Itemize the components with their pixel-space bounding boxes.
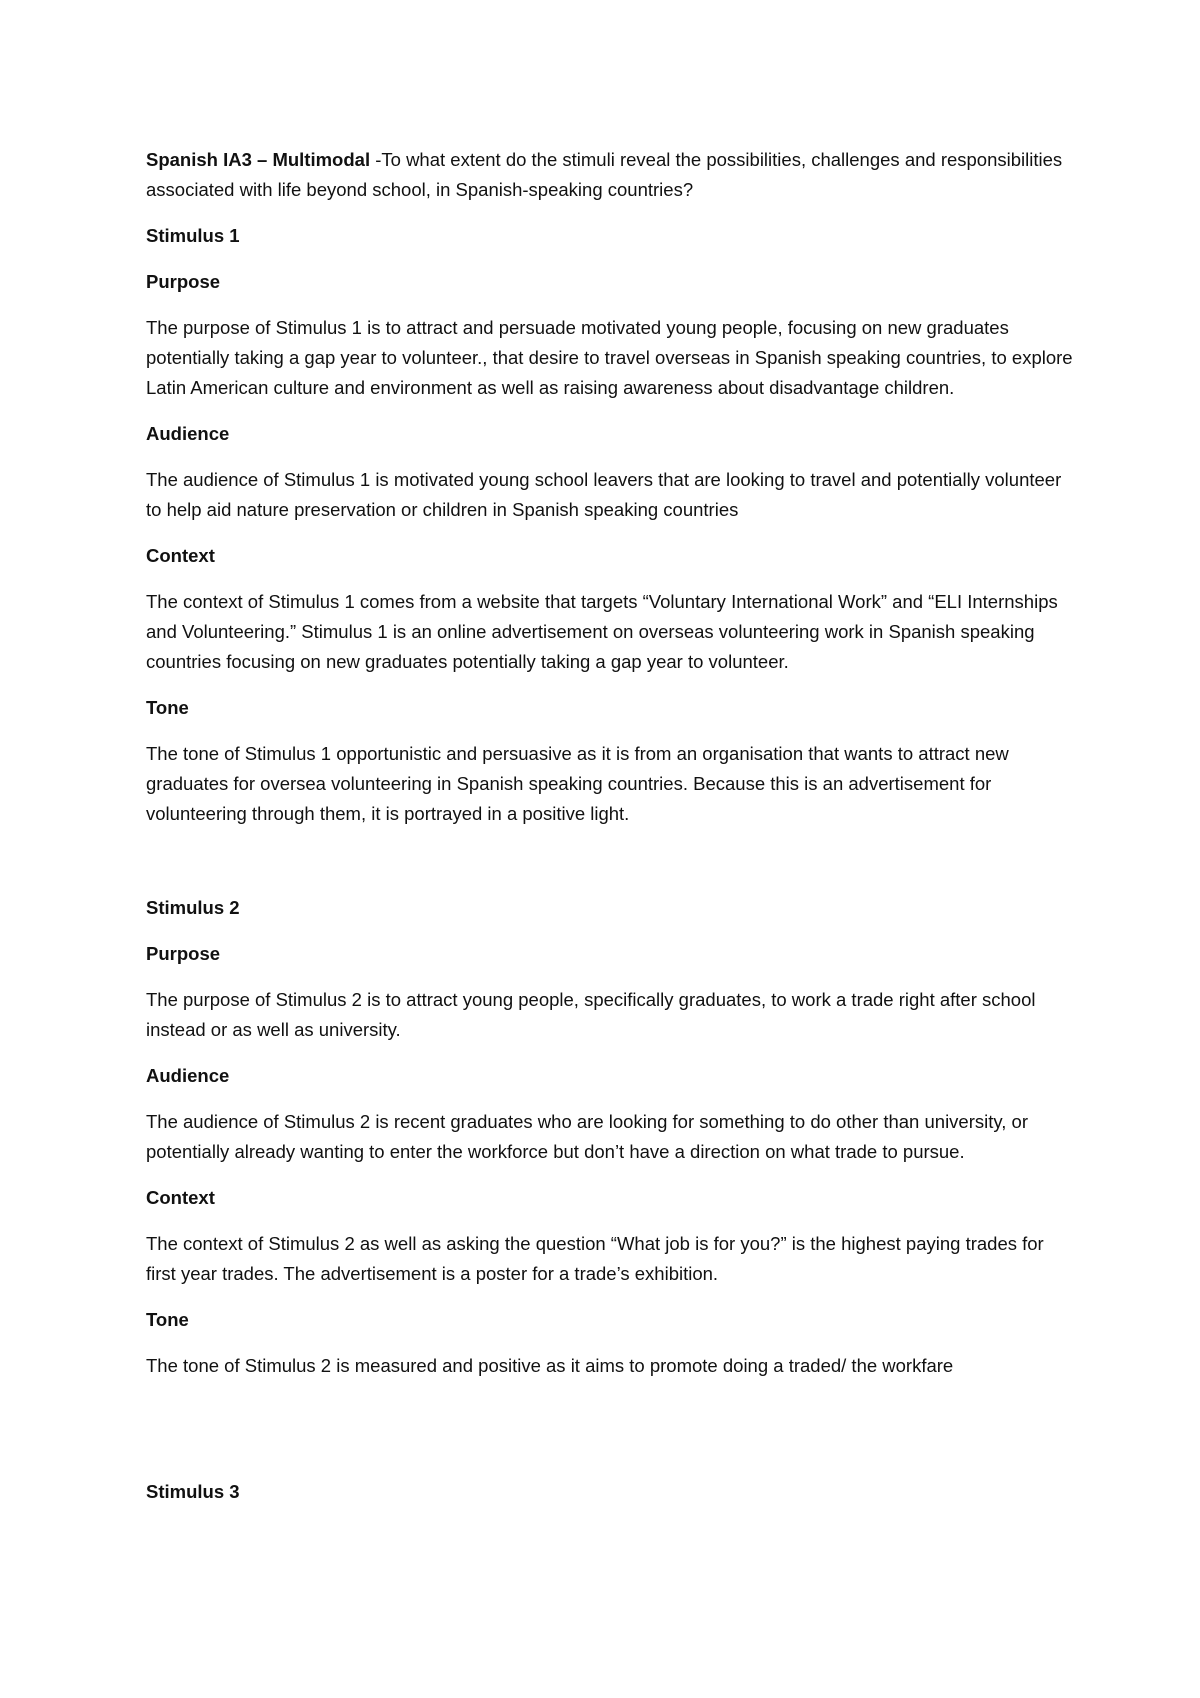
stimulus-1-tone-text: The tone of Stimulus 1 opportunistic and persuasive as it is from an organisation that wants to attract new graduates for oversea volunteering in Spanish speaking countries. Because this is an advertisement for volunteering through them, it is portrayed in a positive light. [146, 743, 1009, 824]
stimulus-1-context-heading: Context [146, 545, 215, 566]
stimulus-2-context-heading: Context [146, 1187, 215, 1208]
blank-line-spacer [146, 845, 1076, 893]
stimulus-2-heading: Stimulus 2 [146, 897, 240, 918]
stimulus-2-audience-heading: Audience [146, 1065, 230, 1086]
stimulus-1-audience-text: The audience of Stimulus 1 is motivated young school leavers that are looking to travel and potentially volunteer to help aid nature preservation or children in Spanish speaking countries [146, 469, 1062, 520]
stimulus-2-audience-text: The audience of Stimulus 2 is recent graduates who are looking for something to do other than university, or potentially already wanting to enter the workforce but don’t have a direction on what trade to pursue. [146, 1111, 1028, 1162]
stimulus-2-purpose-text: The purpose of Stimulus 2 is to attract young people, specifically graduates, to work a trade right after school instead or as well as university. [146, 989, 1036, 1040]
stimulus-1-heading: Stimulus 1 [146, 225, 240, 246]
stimulus-1-context-text: The context of Stimulus 1 comes from a website that targets “Voluntary International Work” and “ELI Internships and Volunteering.” Stimulus 1 is an online advertisement on overseas volunteering work in Spanish speaking countries focusing on new graduates potentially taking a gap year to volunteer. [146, 591, 1058, 672]
stimulus-3-section [146, 1477, 1076, 1507]
stimulus-2-tone-heading: Tone [146, 1309, 189, 1330]
document-title [146, 145, 1076, 205]
stimulus-1-tone-heading: Tone [146, 697, 189, 718]
stimulus-2-purpose-heading: Purpose [146, 943, 221, 964]
stimulus-2-section [146, 893, 1076, 1381]
document-content [146, 145, 1076, 1523]
stimulus-2-context-text: The context of Stimulus 2 as well as asking the question “What job is for you?” is the highest paying trades for first year trades. The advertisement is a poster for a trade’s exhibition. [146, 1233, 1044, 1284]
stimulus-1-purpose-text: The purpose of Stimulus 1 is to attract and persuade motivated young people, focusing on new graduates potentially taking a gap year to volunteer., that desire to travel overseas in Spanish speaking countries, to explore Latin American culture and environment as well as raising awareness about disadvantage children. [146, 317, 1073, 398]
stimulus-2-tone-text: The tone of Stimulus 2 is measured and positive as it aims to promote doing a traded/ the workfare [146, 1355, 954, 1376]
stimulus-1-audience-heading: Audience [146, 423, 230, 444]
blank-line-spacer [146, 1397, 1076, 1477]
document-title-bold: Spanish IA3 – Multimodal [146, 149, 371, 170]
document-title-question: -To what extent do the stimuli reveal the possibilities, challenges and responsibilities associated with life beyond school, in Spanish-speaking countries? [146, 149, 1063, 200]
stimulus-3-heading: Stimulus 3 [146, 1481, 240, 1502]
stimulus-1-section [146, 221, 1076, 829]
stimulus-1-purpose-heading: Purpose [146, 271, 221, 292]
